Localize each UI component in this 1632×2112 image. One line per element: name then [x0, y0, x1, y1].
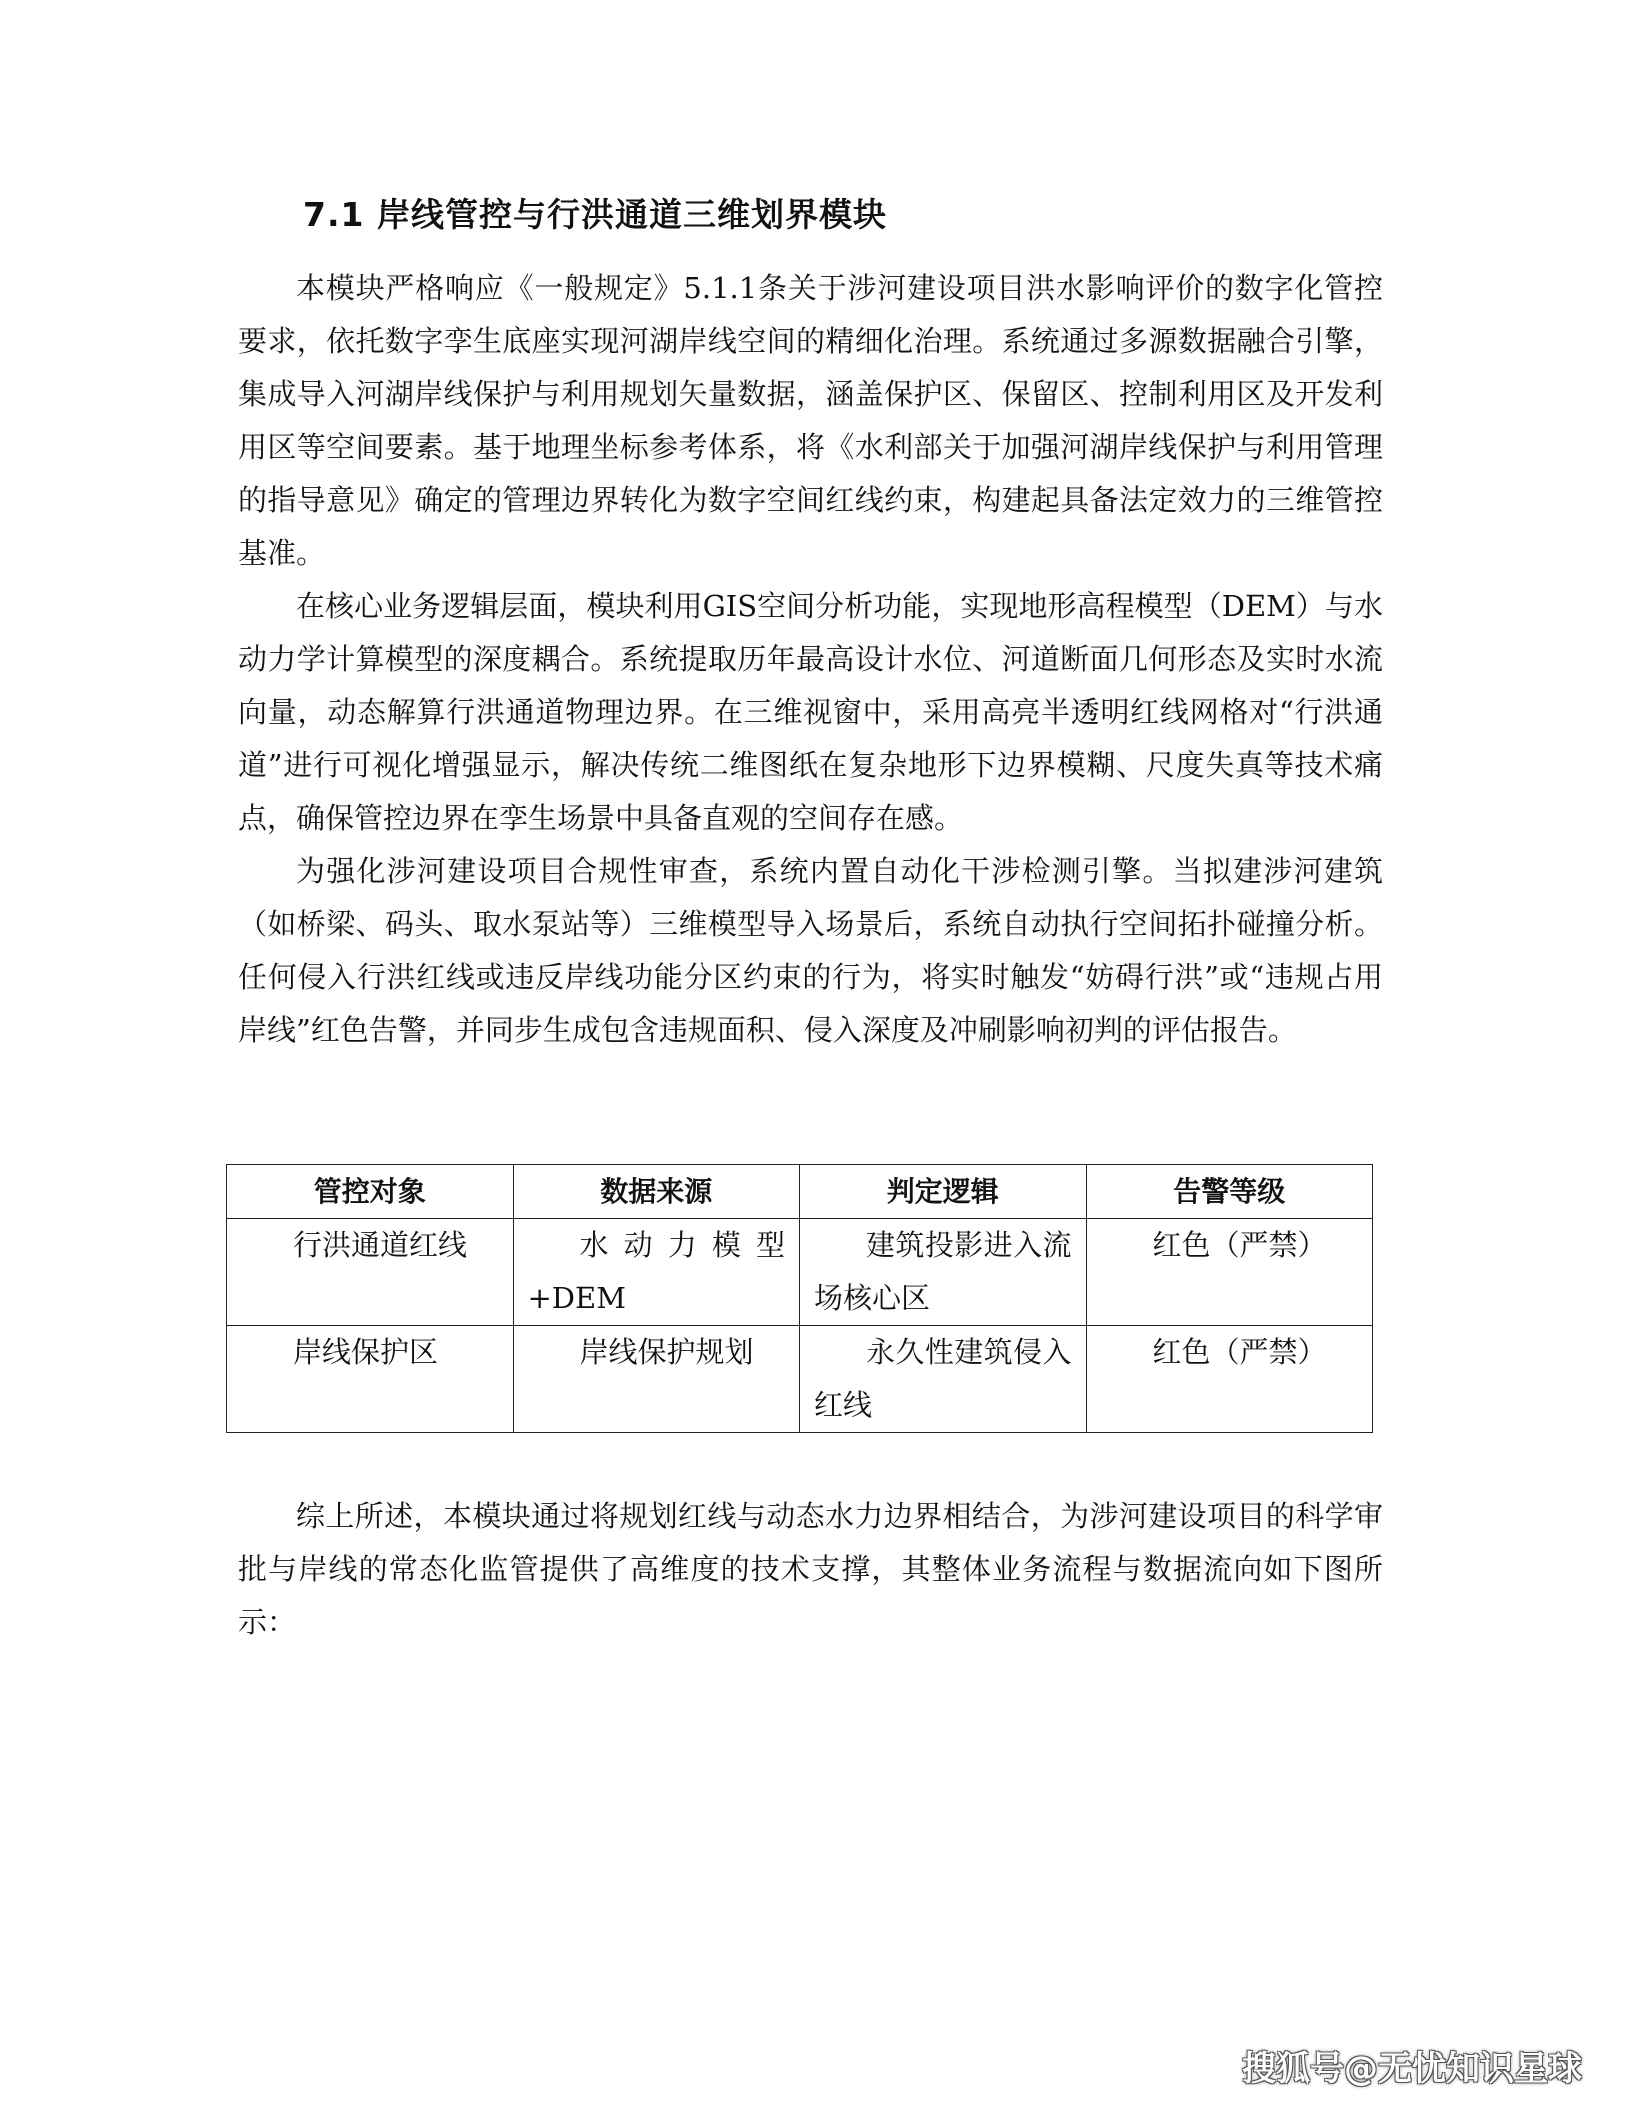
table-cell: 行洪通道红线 — [227, 1219, 514, 1326]
table-header-cell: 判定逻辑 — [800, 1165, 1087, 1219]
summary-paragraph: 综上所述，本模块通过将规划红线与动态水力边界相结合，为涉河建设项目的科学审批与岸线的常态化监管提供了高维度的技术支撑，其整体业务流程与数据流向如下图所示： — [238, 1499, 1383, 1639]
table-cell: 建筑投影进入流场核心区 — [800, 1219, 1087, 1326]
table-cell: 红色（严禁） — [1086, 1326, 1373, 1433]
table-header-cell: 管控对象 — [227, 1165, 514, 1219]
table-cell: 红色（严禁） — [1086, 1219, 1373, 1326]
table-cell: 岸线保护区 — [227, 1326, 514, 1433]
paragraph: 为强化涉河建设项目合规性审查，系统内置自动化干涉检测引擎。当拟建涉河建筑（如桥梁、码头、取水泵站等）三维模型导入场景后，系统自动执行空间拓扑碰撞分析。任何侵入行洪红线或违反岸线功能分区约束的行为，将实时触发“妨碍行洪”或“违规占用岸线”红色告警，并同步生成包含违规面积、侵入深度及冲刷影响初判的评估报告。 — [238, 854, 1383, 1047]
paragraph: 本模块严格响应《一般规定》5.1.1条关于涉河建设项目洪水影响评价的数字化管控要求，依托数字孪生底座实现河湖岸线空间的精细化治理。系统通过多源数据融合引擎，集成导入河湖岸线保护与利用规划矢量数据，涵盖保护区、保留区、控制利用区及开发利用区等空间要素。基于地理坐标参考体系，将《水利部关于加强河湖岸线保护与利用管理的指导意见》确定的管理边界转化为数字空间红线约束，构建起具备法定效力的三维管控基准。 — [238, 271, 1383, 570]
table-row — [227, 1219, 1373, 1326]
summary-block — [238, 1490, 1383, 1649]
control-rules-table — [226, 1164, 1373, 1433]
paragraph: 在核心业务逻辑层面，模块利用GIS空间分析功能，实现地形高程模型（DEM）与水动力学计算模型的深度耦合。系统提取历年最高设计水位、河道断面几何形态及实时水流向量，动态解算行洪通道物理边界。在三维视窗中，采用高亮半透明红线网格对“行洪通道”进行可视化增强显示，解决传统二维图纸在复杂地形下边界模糊、尺度失真等技术痛点，确保管控边界在孪生场景中具备直观的空间存在感。 — [238, 589, 1383, 835]
section-heading: 7.1 岸线管控与行洪通道三维划界模块 — [303, 195, 887, 234]
table-cell: 岸线保护规划 — [513, 1326, 800, 1433]
watermark-label: 搜狐号@无忧知识星球 — [1242, 2049, 1582, 2089]
table-header-cell: 告警等级 — [1086, 1165, 1373, 1219]
table-row — [227, 1326, 1373, 1433]
table-cell: 永久性建筑侵入红线 — [800, 1326, 1087, 1433]
table-header-cell: 数据来源 — [513, 1165, 800, 1219]
table-cell: 水 动 力 模 型 +DEM — [513, 1219, 800, 1326]
table-header-row — [227, 1165, 1373, 1219]
body-paragraphs — [238, 262, 1383, 1057]
